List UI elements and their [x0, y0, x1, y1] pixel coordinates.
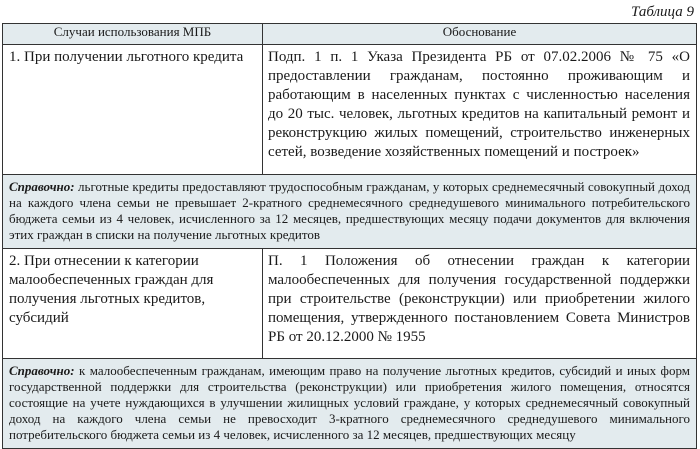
case-cell: 2. При отнесении к категории малообеспеченных граждан для получения льготных кредитов, субсидий [3, 249, 263, 359]
column-header-cases: Случаи использования МПБ [3, 24, 263, 45]
reference-note [3, 359, 697, 449]
basis-cell: П. 1 Положения об отнесении граждан к категории малообеспеченных для получения государственной поддержки при строительстве (реконструкции) или приобретении жилого помещения, утвержденного постановлением Совета Министров РБ от 20.12.2000 № 1955 [263, 249, 697, 359]
table-row [3, 45, 697, 175]
case-cell: 1. При получении льготного кредита [3, 45, 263, 175]
table-caption: Таблица 9 [631, 4, 694, 20]
basis-cell: Подп. 1 п. 1 Указа Президента РБ от 07.02.2006 № 75 «О предоставлении гражданам, постоянно проживающим и работающим в населенных пунктах с численностью населения до 20 тыс. человек, льготных кредитов на капитальный ремонт и реконструкцию жилых помещений, строительство инженерных сетей, возведение хозяйственных помещений и построек» [263, 45, 697, 175]
column-header-basis: Обоснование [263, 24, 697, 45]
reference-note-text: льготные кредиты предоставляют трудоспособным гражданам, у которых среднемесячный совокупный доход на каждого члена семьи не превышает 2-кратного среднемесячного среднедушевого минимального потребительского бюджета семьи из 4 человек, исчисленного за 12 месяцев, предшествующих месяцу подачи документов для включения этих граждан в списки на получение льготных кредитов [9, 179, 690, 242]
reference-note-row [3, 359, 697, 449]
table-row [3, 249, 697, 359]
reference-note-label: Справочно: [9, 363, 75, 378]
reference-note-row [3, 175, 697, 249]
mpb-usage-table [2, 23, 697, 449]
table-header-row [3, 24, 697, 45]
reference-note-label: Справочно: [9, 179, 75, 194]
reference-note-text: к малообеспеченным гражданам, имеющим право на получение льготных кредитов, субсидий и иных форм государственной поддержки для строительства (реконструкции) или приобретения жилого помещения, относятся состоящие на учете нуждающихся в улучшении жилищных условий граждане, у которых среднемесячный совокупный доход на каждого члена семьи не превосходит 3-кратного среднемесячного среднедушевого минимального потребительского бюджета семьи из 4 человек, исчисленного за 12 месяцев, предшествующих месяцу [9, 363, 691, 442]
reference-note [3, 175, 697, 249]
